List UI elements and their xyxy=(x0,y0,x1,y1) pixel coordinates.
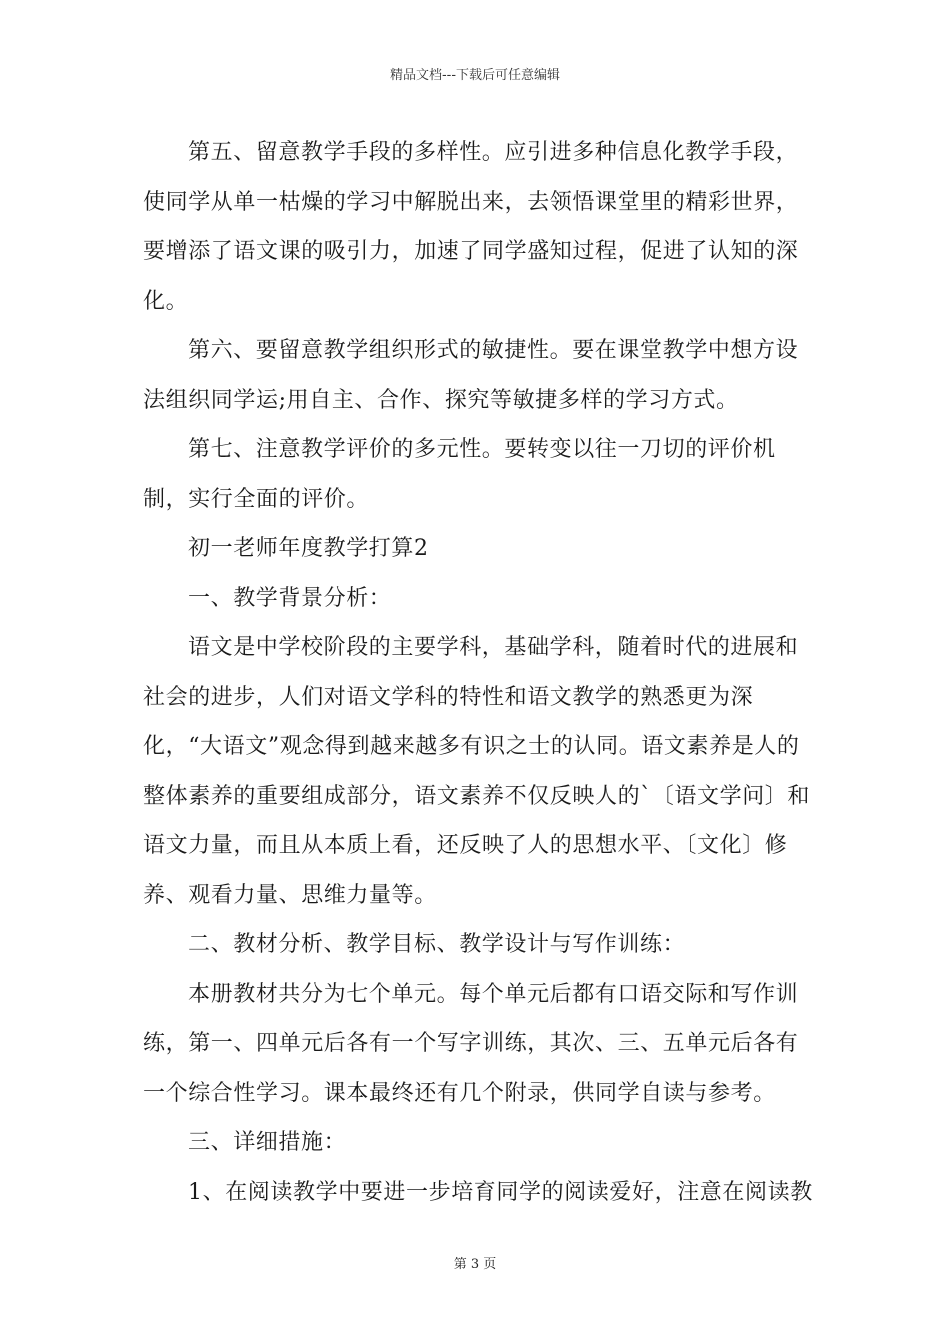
page-number: 第 3 页 xyxy=(453,1257,497,1272)
heading-textbook: 二、教材分析、教学目标、教学设计与写作训练： xyxy=(188,932,686,957)
paragraph-1: 第五、留意教学手段的多样性。应引进多种信息化教学手段，使同学从单一枯燥的学习中解脱出来，去领悟课堂里的精彩世界，要增添了语文课的吸引力，加速了同学盛知过程，促进了认知的深化。 xyxy=(143,140,799,314)
paragraph-2: 第六、要留意教学组织形式的敏捷性。要在课堂教学中想方设法组织同学运;用自主、合作、探究等敏捷多样的学习方式。 xyxy=(143,338,799,413)
heading-background: 一、教学背景分析： xyxy=(188,585,392,611)
paragraph-measure-1: 1、在阅读教学中要进一步培育同学的阅读爱好，注意在阅读教 xyxy=(188,1179,813,1205)
paragraph-background: 语文是中学校阶段的主要学科，基础学科，随着时代的进展和社会的进步，人们对语文学科的特性和语文教学的熟悉更为深化，“大语文”观念得到越来越多有识之士的认同。语文素养是人的整体素养的重要组成部分，语文素养不仅反映人的`〔语文学问〕和语文力量，而且从本质上看，还反映了人的思想水平、〔文化〕修养、观看力量、思维力量等。 xyxy=(143,635,811,908)
paragraph-textbook: 本册教材共分为七个单元。每个单元后都有口语交际和写作训练，第一、四单元后各有一个写字训练，其次、三、五单元后各有一个综合性学习。课本最终还有几个附录，供同学自读与参考。 xyxy=(143,981,799,1106)
document-body xyxy=(143,128,815,1217)
heading-measures: 三、详细措施： xyxy=(188,1130,347,1155)
paragraph-3: 第七、注意教学评价的多元性。要转变以往一刀切的评价机制，实行全面的评价。 xyxy=(143,437,776,512)
page-header: 精品文档---下载后可任意编辑 xyxy=(389,68,561,83)
section-title: 初一老师年度教学打算2 xyxy=(188,536,429,561)
